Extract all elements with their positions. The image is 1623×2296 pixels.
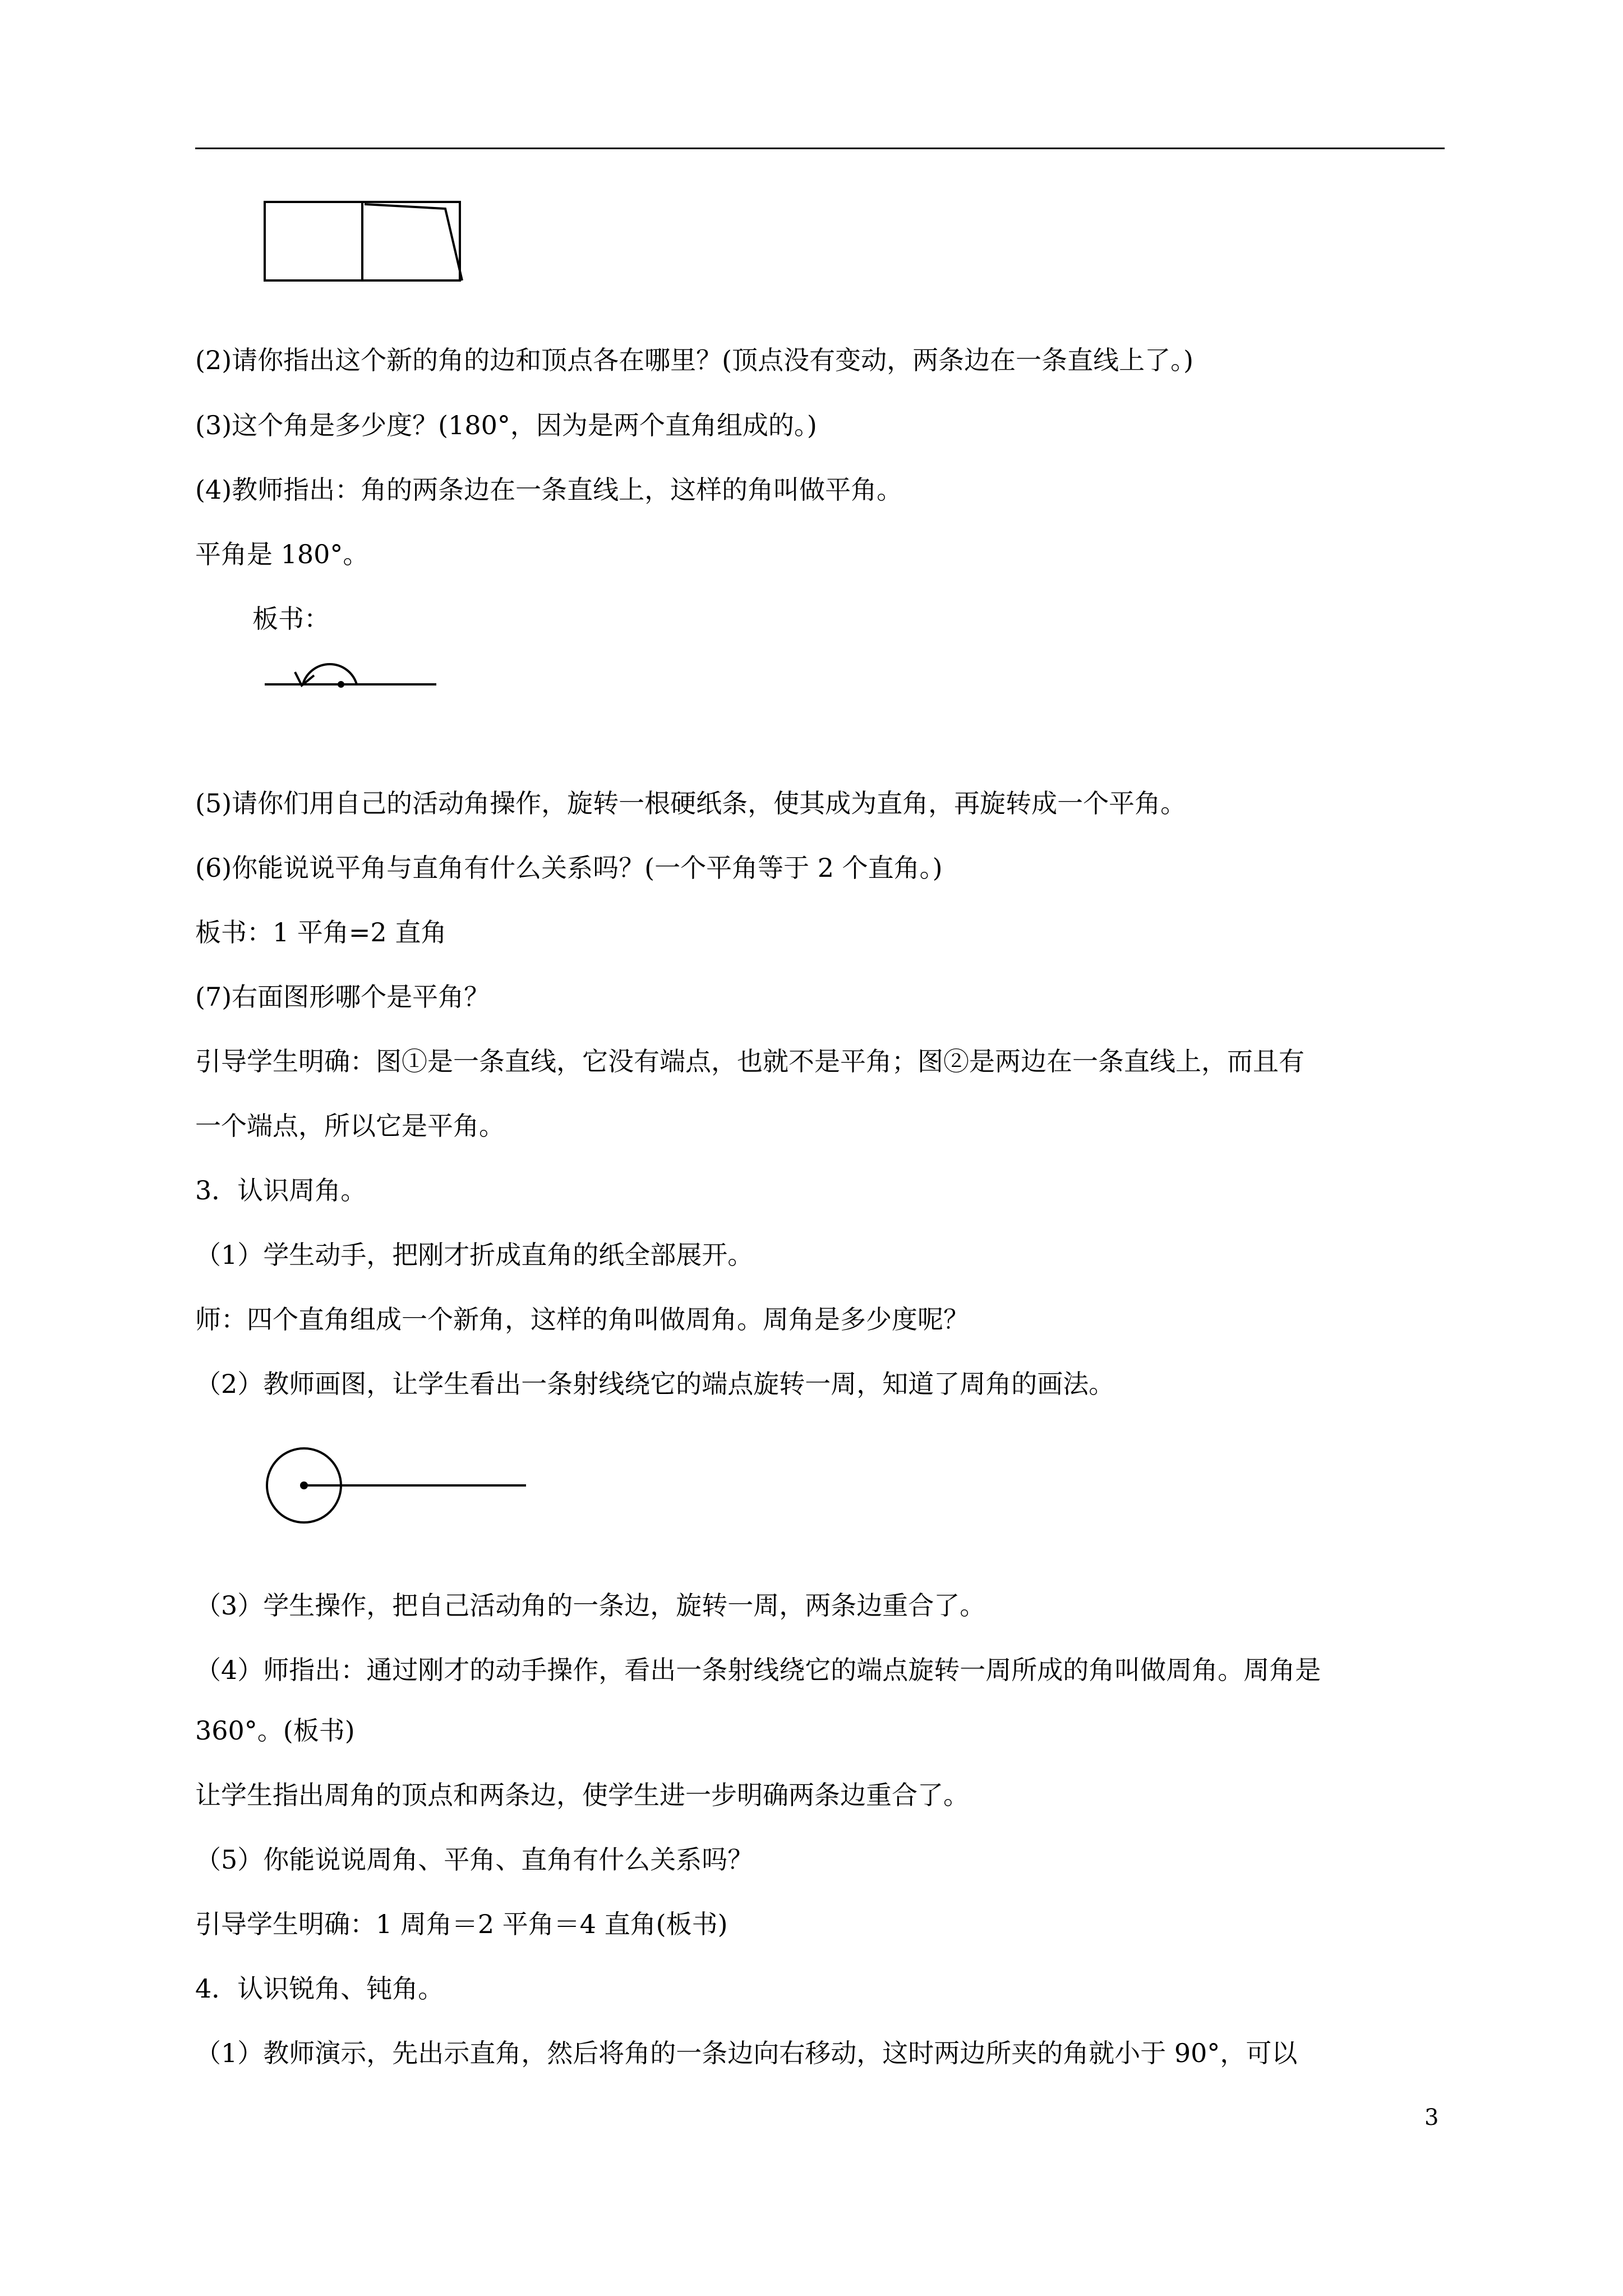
text-line-9: (7)右面图形哪个是平角？ xyxy=(195,982,490,1012)
text-line-14: 师：四个直角组成一个新角，这样的角叫做周角。周角是多少度呢？ xyxy=(195,1304,969,1335)
text-line-18: 360°。(板书) xyxy=(195,1715,355,1746)
text-line-13: （1）学生动手，把刚才折成直角的纸全部展开。 xyxy=(195,1240,754,1270)
text-line-17: （4）师指出：通过刚才的动手操作，看出一条射线绕它的端点旋转一周所成的角叫做周角。周角是 xyxy=(195,1655,1321,1685)
text-line-3: (4)教师指出：角的两条边在一条直线上，这样的角叫做平角。 xyxy=(195,475,903,505)
text-line-4: 平角是 180°。 xyxy=(195,539,369,569)
text-line-20: （5）你能说说周角、平角、直角有什么关系吗？ xyxy=(195,1844,754,1875)
text-line-6: (5)请你们用自己的活动角操作，旋转一根硬纸条，使其成为直角，再旋转成一个平角。 xyxy=(195,788,1187,818)
text-line-7: (6)你能说说平角与直角有什么关系吗？(一个平角等于 2 个直角。) xyxy=(195,853,943,883)
text-line-8: 板书：1 平角=2 直角 xyxy=(195,917,447,947)
text-line-11: 一个端点，所以它是平角。 xyxy=(195,1111,505,1141)
text-line-1: (2)请你指出这个新的角的边和顶点各在哪里？(顶点没有变动，两条边在一条直线上了。) xyxy=(195,345,1194,375)
page-number: 3 xyxy=(1424,2105,1439,2131)
text-line-21: 引导学生明确：1 周角＝2 平角＝4 直角(板书) xyxy=(195,1909,728,1939)
text-line-22: 4．认识锐角、钝角。 xyxy=(195,1973,444,2004)
folded-paper-figure xyxy=(260,197,473,287)
text-line-23: （1）教师演示，先出示直角，然后将角的一条边向右移动，这时两边所夹的角就小于 90°，可以 xyxy=(195,2038,1298,2068)
text-line-12: 3．认识周角。 xyxy=(195,1175,367,1205)
text-line-10: 引导学生明确：图①是一条直线，它没有端点，也就不是平角；图②是两边在一条直线上，而且有 xyxy=(195,1046,1304,1076)
text-line-16: （3）学生操作，把自己活动角的一条边，旋转一周，两条边重合了。 xyxy=(195,1590,986,1621)
straight-angle-figure xyxy=(262,639,442,701)
header-rule xyxy=(195,148,1445,149)
text-line-5: 板书： xyxy=(252,604,330,634)
full-angle-figure xyxy=(261,1445,531,1529)
text-line-19: 让学生指出周角的顶点和两条边，使学生进一步明确两条边重合了。 xyxy=(195,1780,969,1810)
text-line-2: (3)这个角是多少度？(180°，因为是两个直角组成的。) xyxy=(195,410,817,440)
text-line-15: （2）教师画图，让学生看出一条射线绕它的端点旋转一周，知道了周角的画法。 xyxy=(195,1369,1115,1399)
